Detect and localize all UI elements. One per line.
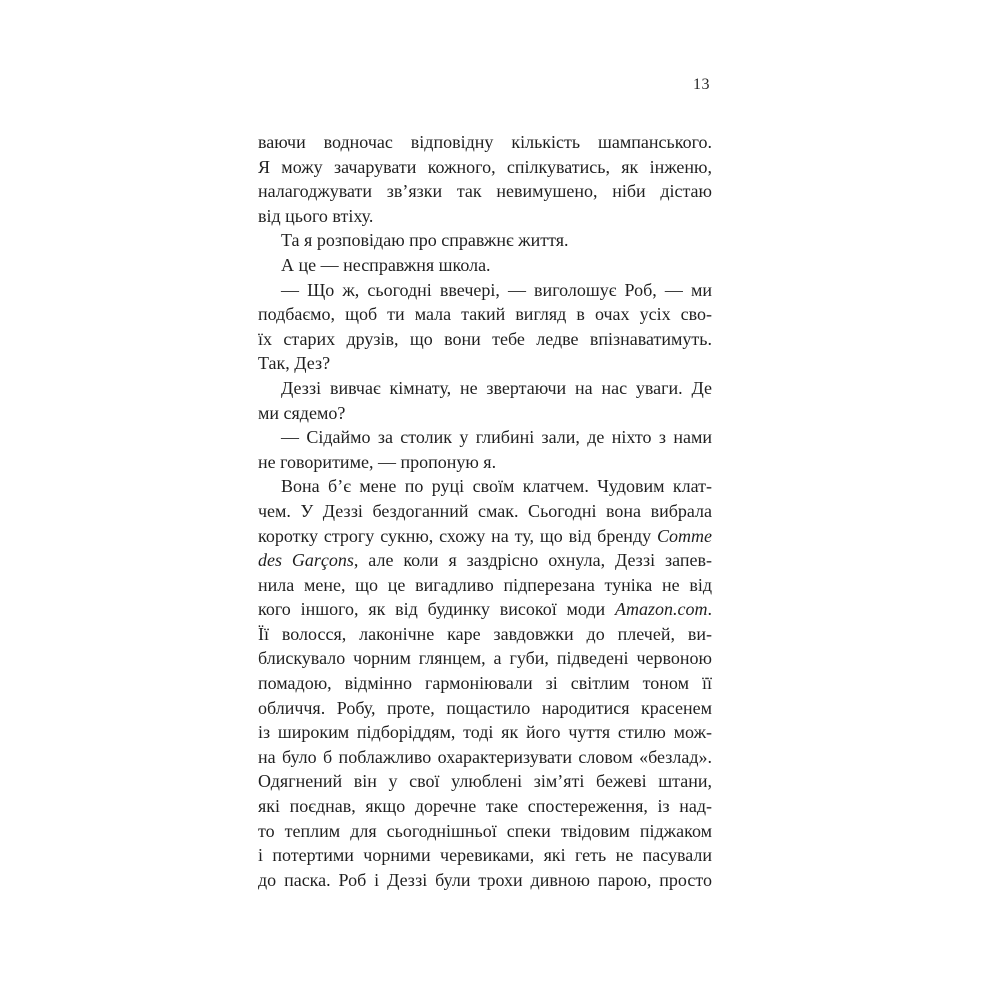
text-segment: їх старих друзів, що вони тебе ледве впізнаватимуть.: [258, 328, 712, 349]
text-segment: ваючи водночас відповідну кількість шампанського.: [258, 132, 712, 152]
text-line: [258, 302, 712, 327]
text-segment: Одягнений він у свої улюблені зім’яті бежеві штани,: [258, 771, 712, 792]
text-line: [258, 524, 712, 549]
text-segment: коротку строгу сукню, схожу на ту, що від бренду: [258, 525, 657, 546]
text-segment: обличчя. Робу, проте, пощастило народитися красенем: [258, 697, 712, 718]
text-segment: кого іншого, як від будинку високої моди: [258, 599, 615, 620]
text-segment: .: [707, 599, 712, 620]
text-line: [258, 425, 712, 450]
text-line: [258, 646, 712, 671]
text-segment: Так, Дез?: [258, 353, 331, 374]
text-line: [258, 819, 712, 844]
text-line: [258, 720, 712, 745]
text-segment: — Сідаймо за столик у глибині зали, де ніхто з нами: [281, 427, 712, 448]
text-line: [258, 228, 712, 253]
text-line: [258, 794, 712, 819]
italic-text-segment: Comme: [657, 525, 712, 546]
text-segment: до паска. Роб і Деззі були трохи дивною парою, просто: [258, 869, 712, 890]
text-line: [258, 474, 712, 499]
text-line: [258, 351, 712, 376]
text-line: [258, 696, 712, 721]
text-segment: із широким підборіддям, тоді як його чуття стилю мож-: [258, 722, 712, 743]
text-line: [258, 130, 712, 155]
text-segment: і потертими чорними черевиками, які геть не пасували: [258, 845, 712, 866]
text-line: [258, 278, 712, 303]
text-line: [258, 622, 712, 647]
text-line: [258, 401, 712, 426]
text-segment: подбаємо, щоб ти мала такий вигляд в очах усіх сво-: [258, 304, 712, 325]
text-segment: Та я розповідаю про справжнє життя.: [281, 230, 569, 251]
text-line: [258, 573, 712, 598]
text-line: [258, 843, 712, 868]
text-segment: нила мене, що це вигадливо підперезана туніка не від: [258, 574, 712, 595]
text-line: [258, 376, 712, 401]
text-segment: на було б поблажливо охарактеризувати словом «безлад».: [258, 746, 712, 767]
text-segment: від цього втіху.: [258, 205, 374, 226]
page-number: 13: [693, 76, 710, 93]
text-segment: , але коли я заздрісно охнула, Деззі запев-: [353, 550, 713, 571]
text-line: [258, 450, 712, 475]
text-line: [258, 253, 712, 278]
text-line: [258, 597, 712, 622]
text-segment: налагоджувати зв’язки так невимушено, ніби дістаю: [258, 181, 712, 202]
text-segment: Деззі вивчає кімнату, не звертаючи на нас уваги. Де: [281, 377, 712, 398]
text-block: [258, 130, 712, 892]
text-line: [258, 548, 712, 573]
text-segment: — Що ж, сьогодні ввечері, — виголошує Роб, — ми: [281, 279, 712, 300]
text-segment: А це — несправжня школа.: [281, 254, 491, 275]
text-line: [258, 155, 712, 180]
text-line: [258, 745, 712, 770]
text-segment: не говоритиме, — пропоную я.: [258, 451, 497, 472]
text-segment: Вона б’є мене по руці своїм клатчем. Чудовим клат-: [281, 476, 712, 497]
text-line: [258, 204, 712, 229]
text-segment: помадою, відмінно гармоніювали зі світлим тоном її: [258, 673, 712, 694]
text-segment: чем. У Деззі бездоганний смак. Сьогодні вона вибрала: [258, 500, 712, 521]
text-line: [258, 179, 712, 204]
italic-text-segment: Amazon.com: [615, 599, 708, 620]
text-segment: блискувало чорним глянцем, а губи, підведені червоною: [258, 648, 712, 669]
text-segment: то теплим для сьогоднішньої спеки твідовим піджаком: [258, 820, 712, 841]
text-segment: ми сядемо?: [258, 402, 346, 423]
italic-text-segment: des Garçons: [258, 550, 354, 571]
text-segment: Її волосся, лаконічне каре завдовжки до плечей, ви-: [258, 623, 712, 644]
text-line: [258, 671, 712, 696]
text-line: [258, 769, 712, 794]
text-segment: які поєднав, якщо доречне таке спостереження, із над-: [258, 796, 712, 817]
text-segment: Я можу зачарувати кожного, спілкуватись, як інженю,: [258, 156, 712, 177]
text-line: [258, 868, 712, 893]
text-line: [258, 327, 712, 352]
text-line: [258, 499, 712, 524]
